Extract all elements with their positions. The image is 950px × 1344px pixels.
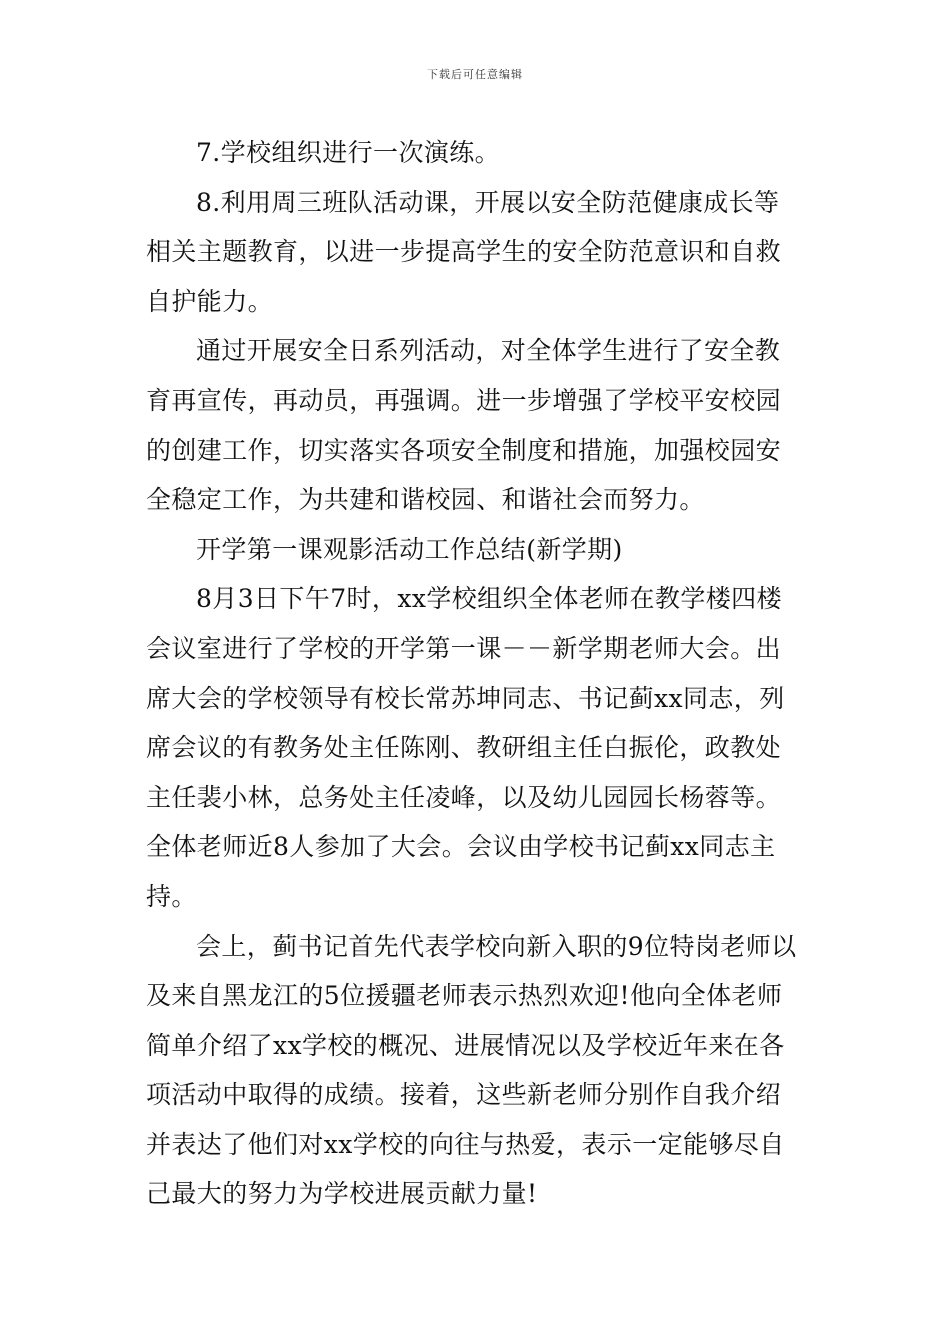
text-line: 项活动中取得的成绩。接着，这些新老师分别作自我介绍 [146,1080,782,1110]
text-line: 自护能力。 [146,286,274,316]
text-line: 全体老师近8人参加了大会。会议由学校书记蓟xx同志主 [146,832,776,862]
page-header: 下载后可任意编辑 [427,68,523,81]
text-line: 持。 [146,881,197,911]
text-line: 全稳定工作，为共建和谐校园、和谐社会而努力。 [146,485,705,515]
text-line: 并表达了他们对xx学校的向往与热爱，表示一定能够尽自 [146,1129,785,1159]
text-line: 8.利用周三班队活动课，开展以安全防范健康成长等 [196,187,780,217]
text-line: 会议室进行了学校的开学第一课－－新学期老师大会。出 [146,633,782,663]
text-line: 会上，蓟书记首先代表学校向新入职的9位特岗老师以 [196,931,797,961]
document-body [146,128,810,1219]
text-line: 的创建工作，切实落实各项安全制度和措施，加强校园安 [146,435,782,465]
text-line: 开学第一课观影活动工作总结(新学期) [196,534,623,564]
text-line: 己最大的努力为学校进展贡献力量! [146,1179,538,1209]
text-line: 及来自黑龙江的5位援疆老师表示热烈欢迎!他向全体老师 [146,981,783,1011]
text-line: 7.学校组织进行一次演练。 [196,138,501,167]
text-line: 通过开展安全日系列活动，对全体学生进行了安全教 [196,336,781,366]
text-line: 席会议的有教务处主任陈刚、教研组主任白振伦，政教处 [146,733,782,763]
text-line: 主任裴小林，总务处主任凌峰，以及幼儿园园长杨蓉等。 [146,782,782,812]
text-line: 简单介绍了xx学校的概况、进展情况以及学校近年来在各 [146,1030,785,1060]
text-line: 育再宣传，再动员，再强调。进一步增强了学校平安校园 [146,385,782,415]
text-line: 席大会的学校领导有校长常苏坤同志、书记蓟xx同志，列 [146,683,785,713]
text-line: 8月3日下午7时，xx学校组织全体老师在教学楼四楼 [196,584,782,614]
text-line: 相关主题教育，以进一步提高学生的安全防范意识和自救 [146,237,782,267]
